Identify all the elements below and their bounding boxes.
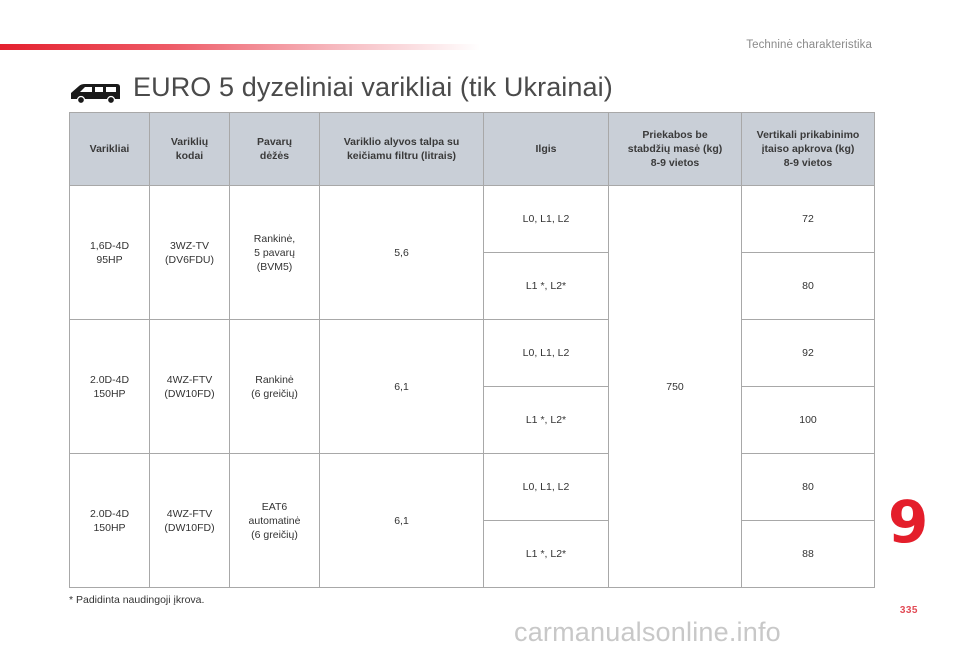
length-cell: L1 *, L2*: [484, 521, 609, 588]
table-row: [70, 454, 875, 521]
nose-load-cell: 80: [742, 253, 875, 320]
length-cell: L0, L1, L2: [484, 186, 609, 253]
table-header-row: [70, 113, 875, 186]
engine-cell: 1,6D-4D 95HP: [70, 186, 150, 320]
nose-load-cell: 88: [742, 521, 875, 588]
length-cell: L0, L1, L2: [484, 320, 609, 387]
nose-load-cell: 80: [742, 454, 875, 521]
table-row: [70, 186, 875, 253]
table-row: [70, 320, 875, 387]
header-unbraked-trailer-mass: Priekabos be stabdžių masė (kg) 8-9 vietos: [609, 113, 742, 186]
page-number: 335: [899, 605, 918, 616]
header-accent-bar: [0, 44, 480, 50]
gearbox-cell: EAT6 automatinė (6 greičių): [230, 454, 320, 588]
nose-load-cell: 92: [742, 320, 875, 387]
length-cell: L1 *, L2*: [484, 387, 609, 454]
oil-capacity-cell: 5,6: [320, 186, 484, 320]
oil-capacity-cell: 6,1: [320, 320, 484, 454]
trailer-mass-cell: 750: [609, 186, 742, 588]
footnote: * Padidinta naudingoji įkrova.: [69, 594, 205, 606]
engine-code-cell: 4WZ-FTV (DW10FD): [150, 454, 230, 588]
gearbox-cell: Rankinė (6 greičių): [230, 320, 320, 454]
van-icon: [68, 82, 122, 104]
watermark: carmanualsonline.info: [514, 617, 781, 647]
engine-cell: 2.0D-4D 150HP: [70, 454, 150, 588]
engine-code-cell: 4WZ-FTV (DW10FD): [150, 320, 230, 454]
header-oil-capacity: Variklio alyvos talpa su keičiamu filtru (litrais): [320, 113, 484, 186]
nose-load-cell: 100: [742, 387, 875, 454]
nose-load-cell: 72: [742, 186, 875, 253]
header-engines: Varikliai: [70, 113, 150, 186]
engine-cell: 2.0D-4D 150HP: [70, 320, 150, 454]
chapter-number: 9: [888, 488, 929, 556]
gearbox-cell: Rankinė, 5 pavarų (BVM5): [230, 186, 320, 320]
header-towbar-nose-load: Vertikali prikabinimo įtaiso apkrova (kg) 8-9 vietos: [742, 113, 875, 186]
section-title: Techninė charakteristika: [746, 39, 872, 51]
header-gearboxes: Pavarų dėžės: [230, 113, 320, 186]
oil-capacity-cell: 6,1: [320, 454, 484, 588]
page-title: EURO 5 dyzeliniai varikliai (tik Ukrainai): [133, 72, 613, 102]
engine-spec-table: [69, 112, 875, 588]
header-length: Ilgis: [484, 113, 609, 186]
length-cell: L0, L1, L2: [484, 454, 609, 521]
engine-code-cell: 3WZ-TV (DV6FDU): [150, 186, 230, 320]
length-cell: L1 *, L2*: [484, 253, 609, 320]
header-engine-codes: Variklių kodai: [150, 113, 230, 186]
